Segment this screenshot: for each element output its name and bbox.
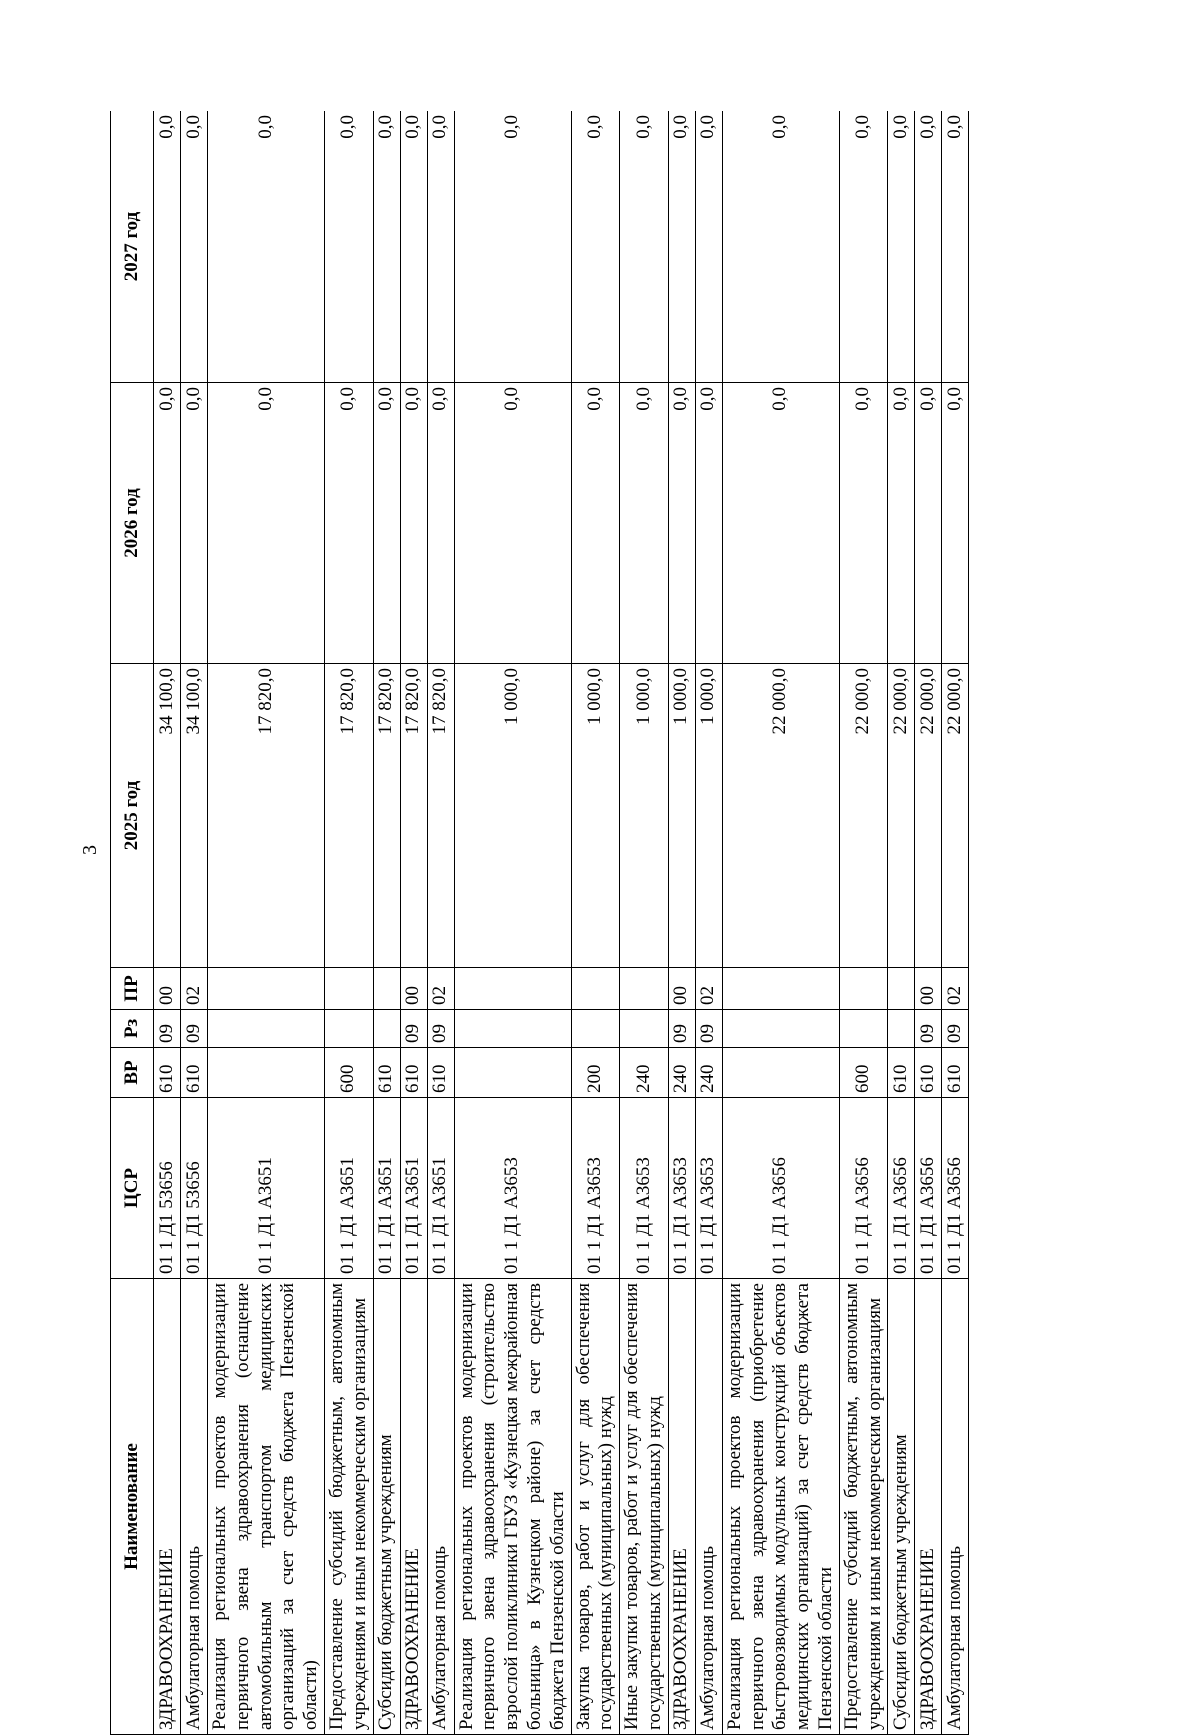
table-cell-2026: 0,0 [722, 383, 839, 664]
table-cell-pr: 02 [181, 968, 208, 1010]
table-cell-vr: 610 [181, 1048, 208, 1098]
table-cell-vr: 610 [915, 1048, 942, 1098]
table-cell-csr: 01 1 Д1 А3656 [888, 1098, 915, 1279]
table-row [154, 111, 181, 1735]
table-cell-2026: 0,0 [373, 383, 400, 664]
table-cell-rz: 09 [915, 1010, 942, 1048]
table-cell-2026: 0,0 [427, 383, 454, 664]
table-frame [110, 111, 1036, 1735]
table-row [668, 111, 695, 1735]
table-row [942, 111, 969, 1735]
table-cell-2025: 1 000,0 [454, 664, 571, 968]
table-cell-pr: 02 [427, 968, 454, 1010]
table-cell-csr: 01 1 Д1 А3653 [620, 1098, 669, 1279]
table-cell-rz: 09 [668, 1010, 695, 1048]
table-cell-vr: 610 [154, 1048, 181, 1098]
table-body [154, 111, 969, 1735]
rotated-table-container [110, 111, 1036, 1735]
table-cell-2025: 34 100,0 [154, 664, 181, 968]
table-cell-2025: 22 000,0 [915, 664, 942, 968]
header-2025: 2025 год [111, 664, 154, 968]
table-row [427, 111, 454, 1735]
header-name: Наименование [111, 1279, 154, 1735]
table-cell-pr [373, 968, 400, 1010]
table-cell-csr: 01 1 Д1 А3656 [839, 1098, 888, 1279]
table-cell-2027: 0,0 [427, 111, 454, 383]
table-cell-vr: 600 [839, 1048, 888, 1098]
page-number: 3 [79, 845, 101, 855]
table-cell-2026: 0,0 [324, 383, 373, 664]
table-cell-rz [208, 1010, 325, 1048]
table-cell-vr: 240 [668, 1048, 695, 1098]
table-cell-vr [722, 1048, 839, 1098]
table-cell-2027: 0,0 [571, 111, 620, 383]
table-cell-2027: 0,0 [695, 111, 722, 383]
table-cell-2027: 0,0 [154, 111, 181, 383]
header-csr: ЦСР [111, 1098, 154, 1279]
table-row [915, 111, 942, 1735]
table-cell-csr: 01 1 Д1 А3656 [915, 1098, 942, 1279]
table-cell-name: Амбулаторная помощь [427, 1279, 454, 1735]
table-cell-csr: 01 1 Д1 А3653 [695, 1098, 722, 1279]
table-cell-vr [454, 1048, 571, 1098]
table-cell-csr: 01 1 Д1 А3651 [373, 1098, 400, 1279]
table-row [181, 111, 208, 1735]
header-rz: Рз [111, 1010, 154, 1048]
table-cell-2027: 0,0 [620, 111, 669, 383]
table-cell-pr [571, 968, 620, 1010]
table-cell-pr [839, 968, 888, 1010]
table-cell-2025: 17 820,0 [400, 664, 427, 968]
table-cell-2026: 0,0 [695, 383, 722, 664]
table-cell-csr: 01 1 Д1 А3651 [208, 1098, 325, 1279]
table-cell-2025: 17 820,0 [208, 664, 325, 968]
table-cell-2027: 0,0 [668, 111, 695, 383]
table-cell-2025: 1 000,0 [668, 664, 695, 968]
table-cell-2026: 0,0 [839, 383, 888, 664]
table-cell-pr: 00 [915, 968, 942, 1010]
table-cell-vr: 600 [324, 1048, 373, 1098]
table-cell-name: Субсидии бюджетным учреждениям [373, 1279, 400, 1735]
table-cell-2027: 0,0 [324, 111, 373, 383]
table-cell-pr [324, 968, 373, 1010]
table-cell-csr: 01 1 Д1 А3651 [427, 1098, 454, 1279]
table-cell-name: ЗДРАВООХРАНЕНИЕ [400, 1279, 427, 1735]
table-cell-2025: 22 000,0 [888, 664, 915, 968]
table-cell-name: ЗДРАВООХРАНЕНИЕ [154, 1279, 181, 1735]
table-cell-2027: 0,0 [915, 111, 942, 383]
table-cell-2027: 0,0 [373, 111, 400, 383]
table-cell-2027: 0,0 [942, 111, 969, 383]
table-cell-2025: 1 000,0 [620, 664, 669, 968]
table-cell-name: Закупка товаров, работ и услуг для обеспечения государственных (муниципальных) нужд [571, 1279, 620, 1735]
table-row [620, 111, 669, 1735]
table-row [324, 111, 373, 1735]
table-cell-pr: 02 [942, 968, 969, 1010]
table-cell-2026: 0,0 [181, 383, 208, 664]
table-cell-vr: 610 [942, 1048, 969, 1098]
table-cell-2026: 0,0 [154, 383, 181, 664]
table-cell-2027: 0,0 [454, 111, 571, 383]
table-cell-rz: 09 [695, 1010, 722, 1048]
table-cell-2025: 34 100,0 [181, 664, 208, 968]
table-header-row [111, 111, 154, 1735]
table-cell-name: Предоставление субсидий бюджетным, автономным учреждениям и иным некоммерческим организациям [839, 1279, 888, 1735]
table-cell-rz: 09 [154, 1010, 181, 1048]
table-cell-pr: 00 [154, 968, 181, 1010]
table-cell-csr: 01 1 Д1 А3651 [324, 1098, 373, 1279]
table-cell-rz [373, 1010, 400, 1048]
table-cell-2026: 0,0 [620, 383, 669, 664]
table-cell-pr: 00 [400, 968, 427, 1010]
table-cell-2027: 0,0 [208, 111, 325, 383]
table-cell-vr: 200 [571, 1048, 620, 1098]
table-cell-2025: 17 820,0 [427, 664, 454, 968]
header-2027: 2027 год [111, 111, 154, 383]
table-cell-name: Амбулаторная помощь [181, 1279, 208, 1735]
table-cell-csr: 01 1 Д1 А3656 [722, 1098, 839, 1279]
table-cell-2025: 22 000,0 [722, 664, 839, 968]
table-cell-name: Субсидии бюджетным учреждениям [888, 1279, 915, 1735]
table-row [208, 111, 325, 1735]
table-row [839, 111, 888, 1735]
table-cell-2025: 1 000,0 [571, 664, 620, 968]
table-cell-csr: 01 1 Д1 53656 [154, 1098, 181, 1279]
table-cell-2026: 0,0 [915, 383, 942, 664]
table-cell-csr: 01 1 Д1 А3656 [942, 1098, 969, 1279]
table-cell-name: ЗДРАВООХРАНЕНИЕ [915, 1279, 942, 1735]
table-cell-2025: 22 000,0 [942, 664, 969, 968]
table-cell-name: Предоставление субсидий бюджетным, автономным учреждениям и иным некоммерческим организациям [324, 1279, 373, 1735]
table-cell-name: Амбулаторная помощь [942, 1279, 969, 1735]
table-cell-rz: 09 [181, 1010, 208, 1048]
table-row [888, 111, 915, 1735]
table-cell-vr: 610 [373, 1048, 400, 1098]
table-cell-pr [722, 968, 839, 1010]
table-cell-csr: 01 1 Д1 53656 [181, 1098, 208, 1279]
table-cell-name: Реализация региональных проектов модернизации первичного звена здравоохранения (строительство взрослой поликлиники ГБУЗ «Кузнецкая межрайонная больница» в Кузнецком районе) за счет средств бюджета Пензенской области [454, 1279, 571, 1735]
table-cell-rz [571, 1010, 620, 1048]
table-cell-rz: 09 [942, 1010, 969, 1048]
table-cell-2027: 0,0 [400, 111, 427, 383]
table-cell-vr: 610 [888, 1048, 915, 1098]
table-cell-pr [620, 968, 669, 1010]
table-cell-rz [888, 1010, 915, 1048]
table-cell-rz [620, 1010, 669, 1048]
table-cell-2025: 17 820,0 [373, 664, 400, 968]
header-vr: ВР [111, 1048, 154, 1098]
table-cell-2026: 0,0 [571, 383, 620, 664]
table-cell-pr: 02 [695, 968, 722, 1010]
table-cell-csr: 01 1 Д1 А3653 [571, 1098, 620, 1279]
table-row [695, 111, 722, 1735]
table-cell-2026: 0,0 [942, 383, 969, 664]
table-cell-2026: 0,0 [400, 383, 427, 664]
table-cell-pr [888, 968, 915, 1010]
table-cell-2027: 0,0 [181, 111, 208, 383]
table-cell-2026: 0,0 [888, 383, 915, 664]
table-cell-rz [454, 1010, 571, 1048]
table-cell-csr: 01 1 Д1 А3653 [668, 1098, 695, 1279]
table-cell-csr: 01 1 Д1 А3651 [400, 1098, 427, 1279]
table-cell-vr: 240 [620, 1048, 669, 1098]
table-cell-name: ЗДРАВООХРАНЕНИЕ [668, 1279, 695, 1735]
table-cell-name: Амбулаторная помощь [695, 1279, 722, 1735]
table-cell-2026: 0,0 [454, 383, 571, 664]
table-cell-name: Реализация региональных проектов модернизации первичного звена здравоохранения (приобретение быстровозводимых модульных конструкций объектов медицинских организаций) за счет средств бюджета Пензенской области [722, 1279, 839, 1735]
table-row [722, 111, 839, 1735]
table-cell-pr [208, 968, 325, 1010]
table-cell-rz: 09 [400, 1010, 427, 1048]
header-pr: ПР [111, 968, 154, 1010]
table-cell-pr [454, 968, 571, 1010]
table-cell-vr: 610 [400, 1048, 427, 1098]
table-cell-2026: 0,0 [208, 383, 325, 664]
table-cell-2027: 0,0 [888, 111, 915, 383]
table-cell-2025: 22 000,0 [839, 664, 888, 968]
table-row [400, 111, 427, 1735]
header-2026: 2026 год [111, 383, 154, 664]
table-cell-csr: 01 1 Д1 А3653 [454, 1098, 571, 1279]
table-cell-2025: 17 820,0 [324, 664, 373, 968]
table-cell-rz [324, 1010, 373, 1048]
table-cell-rz: 09 [427, 1010, 454, 1048]
table-row [373, 111, 400, 1735]
table-cell-rz [839, 1010, 888, 1048]
table-cell-vr: 610 [427, 1048, 454, 1098]
table-row [454, 111, 571, 1735]
table-cell-rz [722, 1010, 839, 1048]
budget-table [110, 111, 969, 1735]
table-cell-2026: 0,0 [668, 383, 695, 664]
table-cell-name: Иные закупки товаров, работ и услуг для обеспечения государственных (муниципальных) нужд [620, 1279, 669, 1735]
table-cell-2025: 1 000,0 [695, 664, 722, 968]
table-cell-vr [208, 1048, 325, 1098]
table-row [571, 111, 620, 1735]
table-cell-2027: 0,0 [722, 111, 839, 383]
table-cell-vr: 240 [695, 1048, 722, 1098]
table-cell-2027: 0,0 [839, 111, 888, 383]
table-cell-pr: 00 [668, 968, 695, 1010]
table-cell-name: Реализация региональных проектов модернизации первичного звена здравоохранения (оснащение автомобильным транспортом медицинских организаций за счет средств бюджета Пензенской области) [208, 1279, 325, 1735]
